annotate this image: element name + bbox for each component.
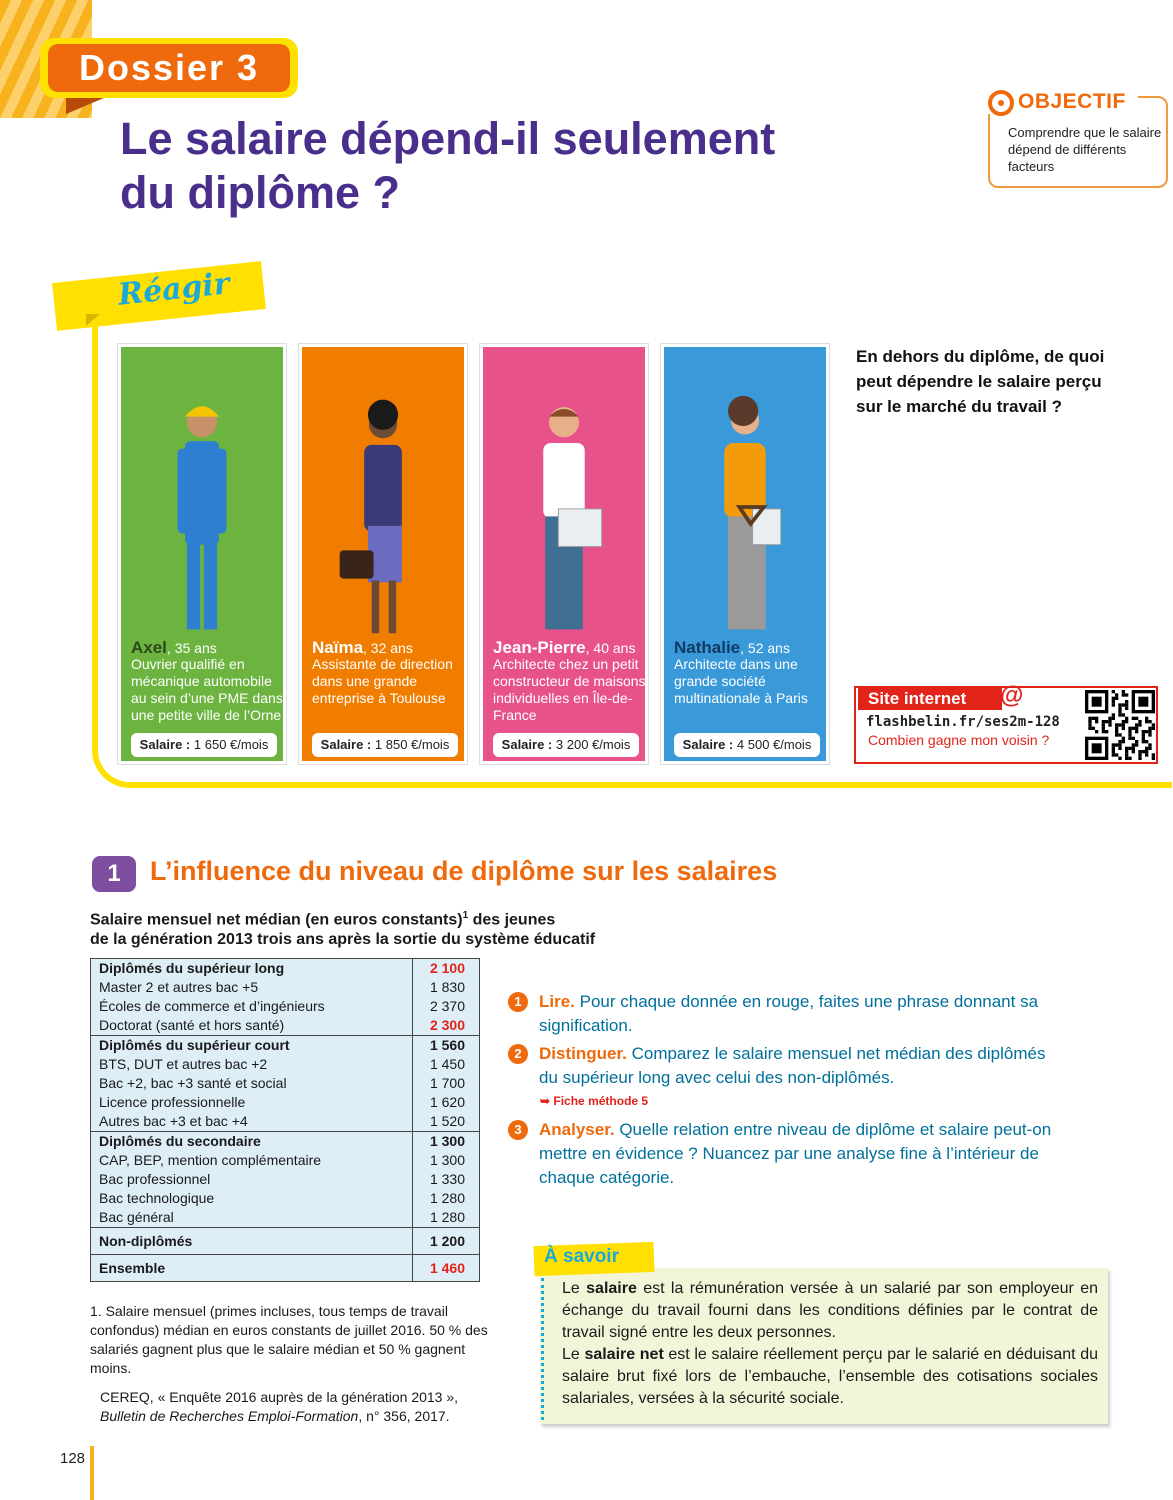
savoir-p2-c: est le salaire réellement perçu par le salarié en déduisant du salaire brut fixé lors de l’embauche, l’ensemble des cotisations sociales salariales, versées à la sécurité sociale. <box>562 1346 1099 1407</box>
salary-prefix: Salaire : <box>320 737 372 752</box>
title-line-2: du diplôme ? <box>120 167 400 218</box>
row-value: 1 560 <box>429 1037 465 1053</box>
row-value: 1 830 <box>429 979 465 995</box>
person-age: , 35 ans <box>166 640 217 656</box>
salary-prefix: Salaire : <box>501 737 553 752</box>
a-savoir-label: À savoir <box>544 1246 619 1267</box>
person-description: Assistante de direction dans une grande entreprise à Toulouse <box>312 656 453 706</box>
person-name-line <box>674 639 790 657</box>
row-value: 1 450 <box>429 1056 465 1072</box>
target-icon <box>988 90 1014 116</box>
row-label: Bac +2, bac +3 santé et social <box>91 1074 413 1093</box>
question-3 <box>508 1118 1068 1190</box>
savoir-term-salaire: salaire <box>586 1280 637 1297</box>
table-row <box>91 1170 479 1189</box>
person-description: Ouvrier qualifié en mécanique automobile au sein d’une PME dans une petite ville de l’Orne <box>131 656 283 723</box>
savoir-p2-a: Le <box>562 1346 585 1363</box>
qr-code-icon[interactable] <box>1085 690 1155 760</box>
person-age: , 52 ans <box>740 640 790 656</box>
row-label: Autres bac +3 et bac +4 <box>91 1112 413 1131</box>
row-label: Non-diplômés <box>91 1228 413 1254</box>
salary-prefix: Salaire : <box>682 737 734 752</box>
row-value: 1 200 <box>429 1233 465 1249</box>
table-row <box>91 1132 479 1151</box>
table-row <box>91 1208 479 1227</box>
person-salary <box>131 733 277 757</box>
question-body: Comparez le salaire mensuel net médian des diplômés du supérieur long avec celui des non-diplômés. <box>539 1044 1046 1087</box>
caption-sup: 1 <box>462 910 469 921</box>
section-number: 1 <box>92 856 136 892</box>
person-illustration <box>302 367 464 647</box>
table-row <box>91 1093 479 1112</box>
table-source <box>100 1388 500 1426</box>
salary-value: 1 650 €/mois <box>193 737 269 752</box>
person-description: Architecte dans une grande société multinationale à Paris <box>674 656 808 706</box>
dossier-label: Dossier 3 <box>48 44 290 92</box>
salary-table <box>90 958 480 1282</box>
a-savoir-dots <box>541 1278 544 1420</box>
person-name: Naïma <box>312 638 364 657</box>
caption-rest: des jeunes <box>468 911 556 929</box>
question-number: 1 <box>508 992 528 1012</box>
objectif-text: Comprendre que le salaire dépend de différents facteurs <box>1008 125 1162 174</box>
site-url[interactable]: flashbelin.fr/ses2m-128 <box>866 714 1060 730</box>
row-value: 2 100 <box>429 960 465 976</box>
section-title: L’influence du niveau de diplôme sur les salaires <box>150 856 778 886</box>
row-value: 2 370 <box>429 998 465 1014</box>
source-line-1: CEREQ, « Enquête 2016 auprès de la génération 2013 », <box>100 1389 459 1405</box>
person-name-line <box>312 639 413 657</box>
table-row <box>91 1055 479 1074</box>
row-value: 1 700 <box>429 1075 465 1091</box>
person-illustration <box>121 367 283 647</box>
objectif-label: OBJECTIF <box>1018 90 1126 113</box>
table-row <box>91 1189 479 1208</box>
row-value: 2 300 <box>429 1017 465 1033</box>
reagir-label: Réagir <box>116 266 232 313</box>
question-number: 2 <box>508 1044 528 1064</box>
row-label: Écoles de commerce et d’ingénieurs <box>91 997 413 1016</box>
question-number: 3 <box>508 1120 528 1140</box>
title-line-1: Le salaire dépend-il seulement <box>120 113 776 164</box>
salary-value: 3 200 €/mois <box>555 737 631 752</box>
row-label: Licence professionnelle <box>91 1093 413 1112</box>
table-row <box>91 1112 479 1131</box>
person-card-2 <box>299 344 467 764</box>
salary-value: 4 500 €/mois <box>736 737 812 752</box>
row-value: 1 620 <box>429 1094 465 1110</box>
table-footnote: 1. Salaire mensuel (primes incluses, tous temps de travail confondus) médian en euros constants de juillet 2016. 50 % des salariés gagnent plus que le salaire médian et 50 % gagnent moins. <box>90 1303 488 1376</box>
row-value: 1 520 <box>429 1113 465 1129</box>
a-savoir-text <box>562 1278 1098 1410</box>
row-label: CAP, BEP, mention complémentaire <box>91 1151 413 1170</box>
row-value: 1 280 <box>429 1190 465 1206</box>
question-body: Quelle relation entre niveau de diplôme et salaire peut-on mettre en évidence ? Nuancez par une analyse fine à l’intérieur de chaque catégorie. <box>539 1120 1052 1187</box>
person-name: Nathalie <box>674 638 741 657</box>
dossier-badge <box>40 38 298 98</box>
dossier-fold <box>66 98 104 114</box>
person-illustration <box>664 367 826 647</box>
table-group <box>91 1228 479 1255</box>
row-value: 1 280 <box>429 1209 465 1225</box>
savoir-term-salaire-net: salaire net <box>584 1346 664 1363</box>
person-description: Architecte chez un petit constructeur de maisons individuelles en Île-de-France <box>493 656 646 723</box>
table-group <box>91 959 479 1036</box>
row-value: 1 330 <box>429 1171 465 1187</box>
question-verb: Lire. <box>539 992 575 1011</box>
person-salary <box>674 733 820 757</box>
table-group <box>91 1255 479 1281</box>
table-row <box>91 1074 479 1093</box>
person-salary <box>312 733 458 757</box>
table-row <box>91 959 479 978</box>
at-icon: @ <box>1000 682 1024 709</box>
caption-line-1: Salaire mensuel net médian (en euros constants) <box>90 911 463 929</box>
page-title <box>120 112 880 220</box>
row-value: 1 300 <box>429 1152 465 1168</box>
question-text <box>539 1118 1068 1190</box>
person-card-3 <box>480 344 648 764</box>
fiche-methode-link[interactable]: ➥ Fiche méthode 5 <box>540 1094 649 1108</box>
question-text <box>539 1042 1068 1090</box>
table-group <box>91 1132 479 1228</box>
person-age: , 40 ans <box>585 640 636 656</box>
page-bar <box>90 1446 94 1500</box>
person-name-line <box>131 639 217 657</box>
salary-prefix: Salaire : <box>139 737 191 752</box>
source-rest: , n° 356, 2017. <box>358 1408 450 1424</box>
table-row <box>91 1016 479 1035</box>
question-body: Pour chaque donnée en rouge, faites une phrase donnant sa signification. <box>539 992 1039 1035</box>
person-age: , 32 ans <box>363 640 413 656</box>
reagir-fold <box>86 314 100 326</box>
person-illustration <box>483 367 645 647</box>
person-salary <box>493 733 639 757</box>
person-card-1 <box>118 344 286 764</box>
table-row <box>91 1036 479 1055</box>
savoir-p1-c: est la rémunération versée à un salarié par son employeur en échange du travail fourni dans les conditions définies par le contrat de travail signé entre les deux personnes. <box>562 1280 1098 1341</box>
table-row <box>91 1228 479 1254</box>
question-text <box>539 990 1068 1038</box>
row-label: BTS, DUT et autres bac +2 <box>91 1055 413 1074</box>
site-link-title[interactable]: Combien gagne mon voisin ? <box>868 732 1050 748</box>
row-label: Diplômés du secondaire <box>91 1132 413 1151</box>
question-1 <box>508 990 1068 1038</box>
row-label: Master 2 et autres bac +5 <box>91 978 413 997</box>
row-value: 1 460 <box>429 1260 465 1276</box>
reagir-question: En dehors du diplôme, de quoi peut dépendre le salaire perçu sur le marché du travail ? <box>856 347 1105 416</box>
table-caption <box>90 906 650 950</box>
person-name: Axel <box>131 638 167 657</box>
row-label: Ensemble <box>91 1255 413 1281</box>
table-row <box>91 1151 479 1170</box>
page-number: 128 <box>60 1450 86 1467</box>
row-label: Bac technologique <box>91 1189 413 1208</box>
person-name: Jean-Pierre <box>493 638 586 657</box>
row-label: Bac général <box>91 1208 413 1227</box>
table-row <box>91 1255 479 1281</box>
savoir-p1-a: Le <box>562 1280 587 1297</box>
row-label: Doctorat (santé et hors santé) <box>91 1016 413 1035</box>
source-bulletin: Bulletin de Recherches Emploi-Formation <box>100 1408 359 1424</box>
salary-value: 1 850 €/mois <box>374 737 450 752</box>
row-label: Diplômés du supérieur court <box>91 1036 413 1055</box>
question-2 <box>508 1042 1068 1090</box>
question-verb: Distinguer. <box>539 1044 627 1063</box>
row-value: 1 300 <box>429 1133 465 1149</box>
table-group <box>91 1036 479 1132</box>
table-row <box>91 997 479 1016</box>
person-name-line <box>493 639 635 657</box>
row-label: Bac professionnel <box>91 1170 413 1189</box>
person-card-4 <box>661 344 829 764</box>
table-row <box>91 978 479 997</box>
caption-line-2: de la génération 2013 trois ans après la sortie du système éducatif <box>90 931 596 949</box>
site-internet-label: Site internet <box>858 688 1002 710</box>
row-label: Diplômés du supérieur long <box>91 959 413 978</box>
question-verb: Analyser. <box>539 1120 615 1139</box>
